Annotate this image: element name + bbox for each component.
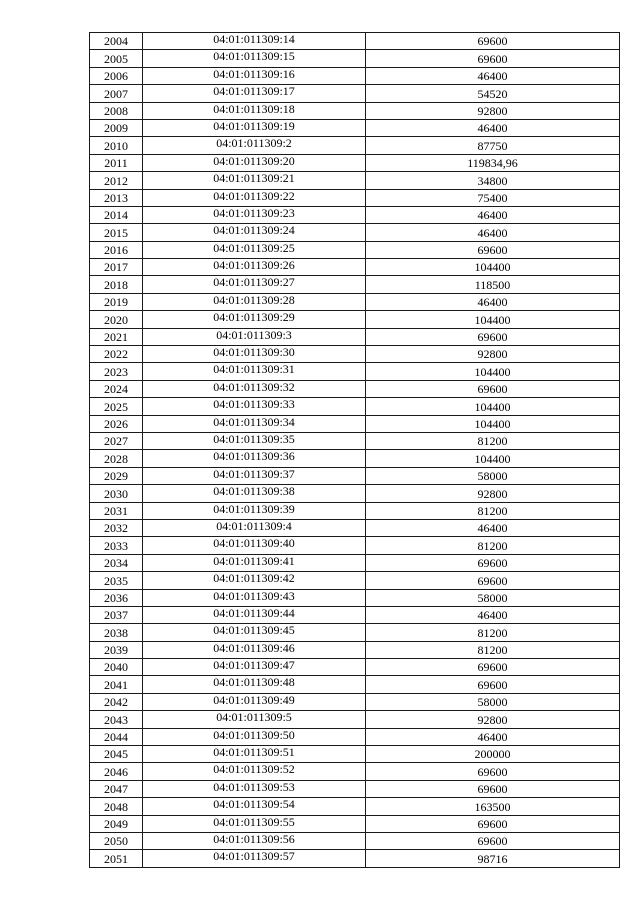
cadastral-value-cell: 34800 — [366, 172, 620, 189]
row-number-cell: 2021 — [90, 328, 143, 345]
cadastral-number-cell: 04:01:011309:15 — [143, 50, 366, 67]
table-row — [90, 415, 620, 432]
cadastral-value-cell: 69600 — [366, 328, 620, 345]
cadastral-number-cell: 04:01:011309:55 — [143, 815, 366, 832]
cadastral-value-cell: 46400 — [366, 224, 620, 241]
table-row — [90, 554, 620, 571]
cadastral-number-cell: 04:01:011309:37 — [143, 467, 366, 484]
table-row — [90, 780, 620, 797]
table-row — [90, 450, 620, 467]
cadastral-value-cell: 200000 — [366, 746, 620, 763]
row-number-cell: 2005 — [90, 50, 143, 67]
cadastral-value-cell: 104400 — [366, 398, 620, 415]
table-row — [90, 293, 620, 310]
cadastral-value-cell: 46400 — [366, 293, 620, 310]
cadastral-number-cell: 04:01:011309:17 — [143, 85, 366, 102]
cadastral-value-cell: 163500 — [366, 798, 620, 815]
table-body — [90, 33, 620, 868]
table-row — [90, 763, 620, 780]
cadastral-number-cell: 04:01:011309:51 — [143, 746, 366, 763]
table-row — [90, 67, 620, 84]
cadastral-number-cell: 04:01:011309:23 — [143, 206, 366, 223]
table-row — [90, 693, 620, 710]
cadastral-value-cell: 69600 — [366, 659, 620, 676]
cadastral-number-cell: 04:01:011309:35 — [143, 432, 366, 449]
cadastral-number-cell: 04:01:011309:44 — [143, 606, 366, 623]
cadastral-number-cell: 04:01:011309:42 — [143, 572, 366, 589]
table-row — [90, 363, 620, 380]
table-row — [90, 102, 620, 119]
cadastral-value-table — [89, 32, 620, 868]
row-number-cell: 2047 — [90, 780, 143, 797]
table-row — [90, 711, 620, 728]
row-number-cell: 2041 — [90, 676, 143, 693]
row-number-cell: 2036 — [90, 589, 143, 606]
table-row — [90, 519, 620, 536]
row-number-cell: 2023 — [90, 363, 143, 380]
row-number-cell: 2015 — [90, 224, 143, 241]
table-row — [90, 537, 620, 554]
cadastral-number-cell: 04:01:011309:48 — [143, 676, 366, 693]
cadastral-number-cell: 04:01:011309:28 — [143, 293, 366, 310]
table-row — [90, 624, 620, 641]
cadastral-value-cell: 69600 — [366, 572, 620, 589]
table-row — [90, 259, 620, 276]
cadastral-number-cell: 04:01:011309:19 — [143, 119, 366, 136]
cadastral-value-cell: 81200 — [366, 624, 620, 641]
cadastral-value-cell: 69600 — [366, 33, 620, 50]
cadastral-value-cell: 104400 — [366, 311, 620, 328]
table-row — [90, 467, 620, 484]
cadastral-value-cell: 104400 — [366, 450, 620, 467]
row-number-cell: 2012 — [90, 172, 143, 189]
cadastral-number-cell: 04:01:011309:41 — [143, 554, 366, 571]
row-number-cell: 2045 — [90, 746, 143, 763]
cadastral-number-cell: 04:01:011309:57 — [143, 850, 366, 867]
cadastral-number-cell: 04:01:011309:21 — [143, 172, 366, 189]
cadastral-value-cell: 81200 — [366, 502, 620, 519]
table-row — [90, 241, 620, 258]
cadastral-number-cell: 04:01:011309:38 — [143, 485, 366, 502]
row-number-cell: 2049 — [90, 815, 143, 832]
table-row — [90, 311, 620, 328]
row-number-cell: 2017 — [90, 259, 143, 276]
row-number-cell: 2035 — [90, 572, 143, 589]
table-row — [90, 485, 620, 502]
table-row — [90, 346, 620, 363]
table-row — [90, 502, 620, 519]
cadastral-number-cell: 04:01:011309:34 — [143, 415, 366, 432]
row-number-cell: 2022 — [90, 346, 143, 363]
cadastral-value-cell: 69600 — [366, 815, 620, 832]
row-number-cell: 2037 — [90, 606, 143, 623]
table-row — [90, 746, 620, 763]
row-number-cell: 2040 — [90, 659, 143, 676]
cadastral-number-cell: 04:01:011309:22 — [143, 189, 366, 206]
row-number-cell: 2014 — [90, 206, 143, 223]
row-number-cell: 2024 — [90, 380, 143, 397]
row-number-cell: 2020 — [90, 311, 143, 328]
row-number-cell: 2046 — [90, 763, 143, 780]
cadastral-value-cell: 54520 — [366, 85, 620, 102]
table-row — [90, 432, 620, 449]
cadastral-number-cell: 04:01:011309:53 — [143, 780, 366, 797]
row-number-cell: 2028 — [90, 450, 143, 467]
cadastral-value-cell: 58000 — [366, 589, 620, 606]
table-row — [90, 832, 620, 849]
cadastral-number-cell: 04:01:011309:52 — [143, 763, 366, 780]
cadastral-number-cell: 04:01:011309:33 — [143, 398, 366, 415]
cadastral-value-cell: 104400 — [366, 363, 620, 380]
cadastral-number-cell: 04:01:011309:49 — [143, 693, 366, 710]
cadastral-number-cell: 04:01:011309:16 — [143, 67, 366, 84]
cadastral-number-cell: 04:01:011309:40 — [143, 537, 366, 554]
row-number-cell: 2019 — [90, 293, 143, 310]
row-number-cell: 2008 — [90, 102, 143, 119]
row-number-cell: 2031 — [90, 502, 143, 519]
table-row — [90, 659, 620, 676]
cadastral-value-cell: 92800 — [366, 711, 620, 728]
row-number-cell: 2032 — [90, 519, 143, 536]
cadastral-number-cell: 04:01:011309:30 — [143, 346, 366, 363]
row-number-cell: 2018 — [90, 276, 143, 293]
table-row — [90, 328, 620, 345]
table-row — [90, 137, 620, 154]
table-row — [90, 50, 620, 67]
table-row — [90, 815, 620, 832]
cadastral-number-cell: 04:01:011309:14 — [143, 33, 366, 50]
table-row — [90, 154, 620, 171]
table-row — [90, 798, 620, 815]
row-number-cell: 2051 — [90, 850, 143, 867]
cadastral-value-cell: 69600 — [366, 763, 620, 780]
cadastral-value-cell: 118500 — [366, 276, 620, 293]
row-number-cell: 2050 — [90, 832, 143, 849]
cadastral-number-cell: 04:01:011309:5 — [143, 711, 366, 728]
cadastral-value-cell: 46400 — [366, 606, 620, 623]
cadastral-value-cell: 87750 — [366, 137, 620, 154]
table-row — [90, 641, 620, 658]
row-number-cell: 2026 — [90, 415, 143, 432]
row-number-cell: 2029 — [90, 467, 143, 484]
row-number-cell: 2016 — [90, 241, 143, 258]
row-number-cell: 2039 — [90, 641, 143, 658]
cadastral-number-cell: 04:01:011309:27 — [143, 276, 366, 293]
cadastral-number-cell: 04:01:011309:31 — [143, 363, 366, 380]
row-number-cell: 2025 — [90, 398, 143, 415]
table-row — [90, 224, 620, 241]
cadastral-number-cell: 04:01:011309:54 — [143, 798, 366, 815]
cadastral-number-cell: 04:01:011309:45 — [143, 624, 366, 641]
table-row — [90, 206, 620, 223]
table-row — [90, 572, 620, 589]
cadastral-value-cell: 58000 — [366, 467, 620, 484]
table-row — [90, 728, 620, 745]
cadastral-value-cell: 46400 — [366, 519, 620, 536]
row-number-cell: 2038 — [90, 624, 143, 641]
cadastral-value-cell: 92800 — [366, 485, 620, 502]
row-number-cell: 2043 — [90, 711, 143, 728]
cadastral-number-cell: 04:01:011309:43 — [143, 589, 366, 606]
cadastral-number-cell: 04:01:011309:26 — [143, 259, 366, 276]
cadastral-value-cell: 69600 — [366, 676, 620, 693]
cadastral-value-cell: 69600 — [366, 832, 620, 849]
cadastral-value-cell: 92800 — [366, 102, 620, 119]
cadastral-number-cell: 04:01:011309:47 — [143, 659, 366, 676]
table-row — [90, 398, 620, 415]
row-number-cell: 2010 — [90, 137, 143, 154]
row-number-cell: 2030 — [90, 485, 143, 502]
row-number-cell: 2042 — [90, 693, 143, 710]
cadastral-number-cell: 04:01:011309:39 — [143, 502, 366, 519]
row-number-cell: 2011 — [90, 154, 143, 171]
cadastral-value-cell: 81200 — [366, 432, 620, 449]
cadastral-value-cell: 69600 — [366, 241, 620, 258]
cadastral-number-cell: 04:01:011309:4 — [143, 519, 366, 536]
cadastral-number-cell: 04:01:011309:56 — [143, 832, 366, 849]
cadastral-value-cell: 46400 — [366, 728, 620, 745]
row-number-cell: 2027 — [90, 432, 143, 449]
row-number-cell: 2034 — [90, 554, 143, 571]
table-row — [90, 589, 620, 606]
cadastral-number-cell: 04:01:011309:36 — [143, 450, 366, 467]
row-number-cell: 2004 — [90, 33, 143, 50]
table-row — [90, 189, 620, 206]
row-number-cell: 2013 — [90, 189, 143, 206]
cadastral-value-cell: 58000 — [366, 693, 620, 710]
row-number-cell: 2048 — [90, 798, 143, 815]
row-number-cell: 2033 — [90, 537, 143, 554]
table-row — [90, 380, 620, 397]
cadastral-value-cell: 104400 — [366, 259, 620, 276]
table-row — [90, 276, 620, 293]
cadastral-number-cell: 04:01:011309:29 — [143, 311, 366, 328]
cadastral-value-cell: 104400 — [366, 415, 620, 432]
cadastral-value-cell: 81200 — [366, 641, 620, 658]
table-row — [90, 85, 620, 102]
table-row — [90, 119, 620, 136]
cadastral-number-cell: 04:01:011309:20 — [143, 154, 366, 171]
cadastral-number-cell: 04:01:011309:32 — [143, 380, 366, 397]
cadastral-value-cell: 46400 — [366, 206, 620, 223]
cadastral-number-cell: 04:01:011309:18 — [143, 102, 366, 119]
cadastral-value-cell: 69600 — [366, 50, 620, 67]
cadastral-value-cell: 69600 — [366, 554, 620, 571]
cadastral-value-cell: 98716 — [366, 850, 620, 867]
row-number-cell: 2044 — [90, 728, 143, 745]
table-row — [90, 33, 620, 50]
table-row — [90, 850, 620, 867]
table-row — [90, 606, 620, 623]
cadastral-value-cell: 75400 — [366, 189, 620, 206]
table-row — [90, 676, 620, 693]
cadastral-value-cell: 46400 — [366, 67, 620, 84]
row-number-cell: 2009 — [90, 119, 143, 136]
cadastral-value-cell: 81200 — [366, 537, 620, 554]
table-row — [90, 172, 620, 189]
cadastral-value-cell: 46400 — [366, 119, 620, 136]
cadastral-number-cell: 04:01:011309:50 — [143, 728, 366, 745]
cadastral-number-cell: 04:01:011309:2 — [143, 137, 366, 154]
cadastral-value-cell: 119834,96 — [366, 154, 620, 171]
cadastral-number-cell: 04:01:011309:24 — [143, 224, 366, 241]
row-number-cell: 2006 — [90, 67, 143, 84]
cadastral-value-cell: 69600 — [366, 780, 620, 797]
cadastral-value-cell: 69600 — [366, 380, 620, 397]
cadastral-number-cell: 04:01:011309:46 — [143, 641, 366, 658]
cadastral-value-cell: 92800 — [366, 346, 620, 363]
cadastral-number-cell: 04:01:011309:3 — [143, 328, 366, 345]
row-number-cell: 2007 — [90, 85, 143, 102]
cadastral-number-cell: 04:01:011309:25 — [143, 241, 366, 258]
